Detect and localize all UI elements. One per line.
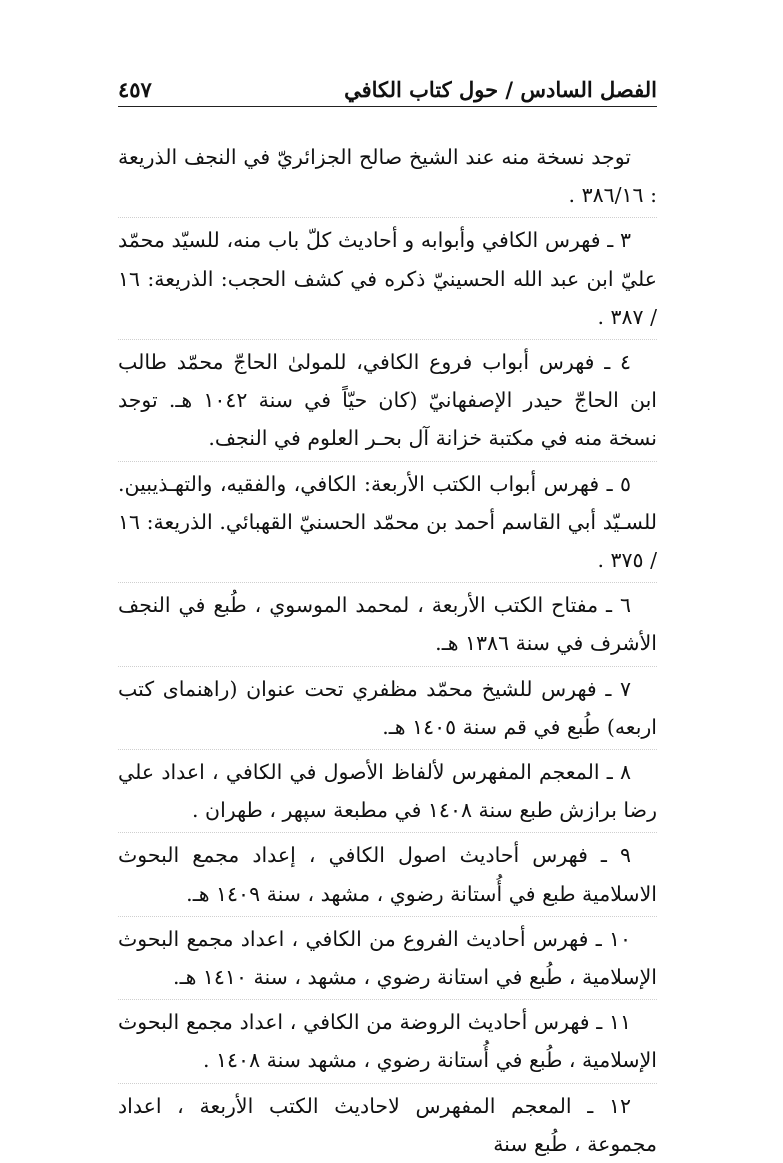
entry-11: ١١ ـ فهرس أحاديث الروضة من الكافي ، اعداد مجمع البحوث الإسلامية ، طُبع في أُستانة رضوي ، مشهد سنة ١٤٠٨ .: [118, 1010, 657, 1073]
entry-separator: [118, 666, 657, 667]
entry-separator: [118, 582, 657, 583]
paragraph-continuation: توجد نسخة منه عند الشيخ صالح الجزائريّ في النجف الذريعة : ٣٨٦/١٦ .: [118, 145, 657, 208]
entry-4: ٤ ـ فهرس أبواب فروع الكافي، للمولىٰ الحاجّ محمّد طالب ابن الحاجّ حيدر الإصفهانيّ (كان حيّاً في سنة ١٠٤٢ هـ. توجد نسخة منه في مكتبة خزانة آل بحـر العلوم في النجف.: [118, 350, 657, 451]
entry-separator: [118, 1083, 657, 1084]
entry-7: ٧ ـ فهرس للشيخ محمّد مظفري تحت عنوان (راهنماى كتب اربعه) طُبع في قم سنة ١٤٠٥ هـ.: [118, 676, 657, 739]
entry-separator: [118, 749, 657, 750]
page-body: [118, 138, 657, 1163]
entry-separator: [118, 339, 657, 340]
entry-8: ٨ ـ المعجم المفهرس لألفاظ الأصول في الكافي ، اعداد علي رضا برازش طبع سنة ١٤٠٨ في مطبعة سپهر ، طهران .: [118, 760, 657, 823]
running-title: الفصل السادس / حول كتاب الكافي: [344, 77, 657, 102]
entry-separator: [118, 217, 657, 218]
entry-10: ١٠ ـ فهرس أحاديث الفروع من الكافي ، اعداد مجمع البحوث الإسلامية ، طُبع في استانة رضوي ، مشهد ، سنة ١٤١٠ هـ.: [118, 926, 657, 990]
entry-9: ٩ ـ فهرس أحاديث اصول الكافي ، إعداد مجمع البحوث الاسلامية طبع في أُستانة رضوي ، مشهد ، سنة ١٤٠٩ هـ.: [118, 843, 657, 906]
page-header: [118, 62, 657, 102]
page-number: ٤٥٧: [118, 77, 152, 102]
entry-6: ٦ ـ مفتاح الكتب الأربعة ، لمحمد الموسوي ، طُبع في النجف الأشرف في سنة ١٣٨٦ هـ.: [118, 593, 657, 656]
entry-12: ١٢ ـ المعجم المفهرس لاحاديث الكتب الأربعة ، اعداد مجموعة ، طُبع سنة: [118, 1093, 657, 1156]
entry-separator: [118, 461, 657, 462]
entry-separator: [118, 832, 657, 833]
entry-separator: [118, 999, 657, 1000]
entry-5: ٥ ـ فهرس أبواب الكتب الأربعة: الكافي، والفقيه، والتهـذيبين. للسـيّد أبي القاسم أحمد بن محمّد الحسنيّ القهبائي. الذريعة: ١٦ / ٣٧٥ .: [118, 471, 657, 573]
header-rule: [118, 106, 657, 107]
entry-separator: [118, 916, 657, 917]
entry-3: ٣ ـ فهرس الكافي وأبوابه و أحاديث كلّ باب منه، للسيّد محمّد عليّ ابن عبد الله الحسينيّ ذكره في كشف الحجب: الذريعة: ١٦ / ٣٨٧ .: [118, 228, 657, 329]
